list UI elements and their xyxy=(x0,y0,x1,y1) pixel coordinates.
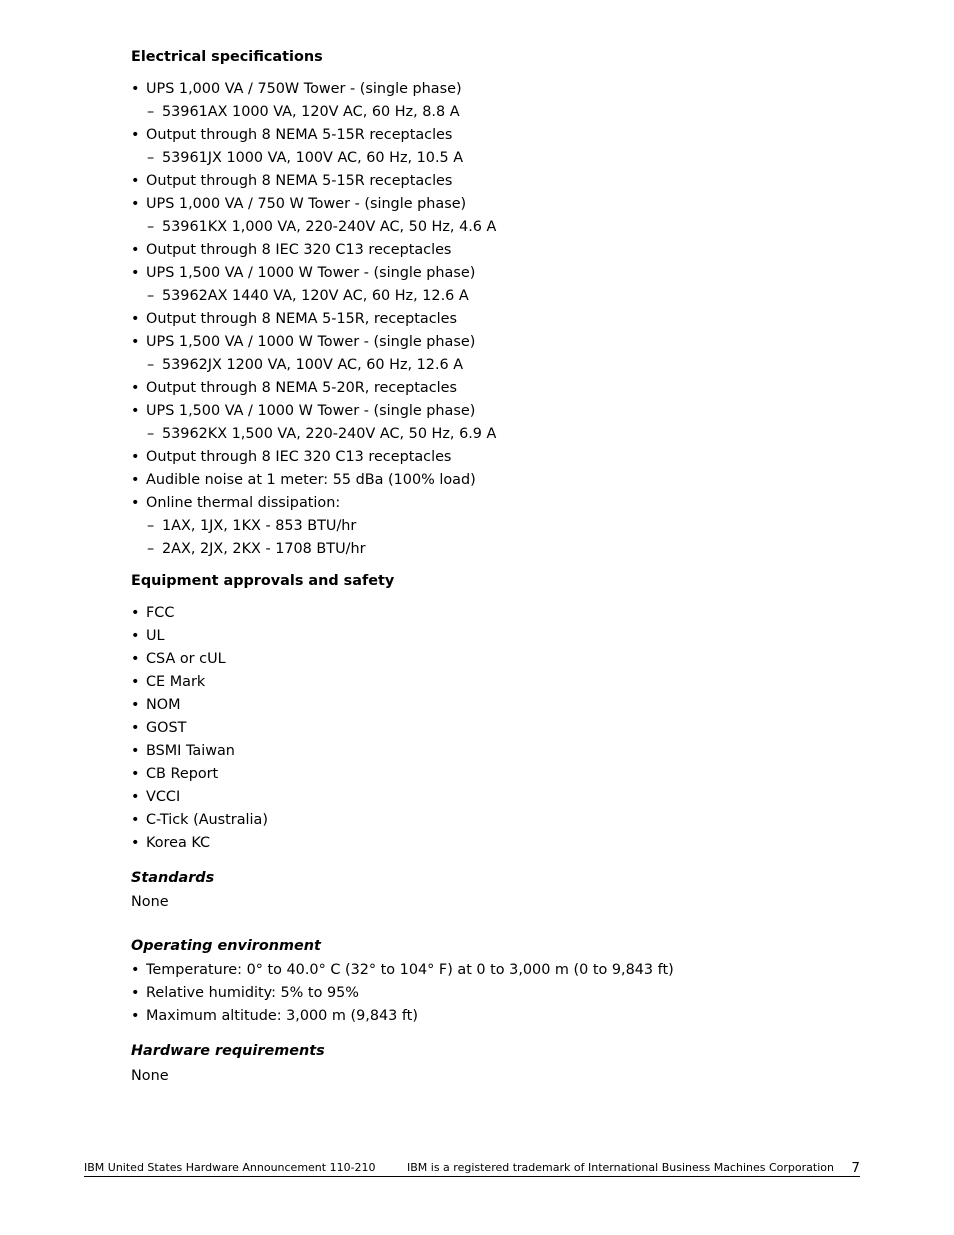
list-item: • UPS 1,000 VA / 750W Tower - (single phase) xyxy=(131,79,891,99)
electrical-heading: Electrical specifications xyxy=(131,49,323,65)
list-item: • UPS 1,500 VA / 1000 W Tower - (single phase) xyxy=(131,332,891,352)
list-item: • UPS 1,500 VA / 1000 W Tower - (single phase) xyxy=(131,263,891,283)
footer-announcement: IBM United States Hardware Announcement 110-210 xyxy=(84,1161,376,1174)
list-item: • CSA or cUL xyxy=(131,649,891,669)
list-item: • BSMI Taiwan xyxy=(131,741,891,761)
list-item: • UL xyxy=(131,626,891,646)
document-body xyxy=(131,47,891,1086)
page-footer xyxy=(84,1160,860,1177)
list-item: • GOST xyxy=(131,718,891,738)
list-item: • CB Report xyxy=(131,764,891,784)
list-item: • Output through 8 IEC 320 C13 receptacles xyxy=(131,240,891,260)
list-item: – 53962KX 1,500 VA, 220-240V AC, 50 Hz, 6.9 A xyxy=(131,424,891,444)
list-item: – 53961JX 1000 VA, 100V AC, 60 Hz, 10.5 A xyxy=(131,148,891,168)
approvals-list xyxy=(131,603,891,853)
list-item: • UPS 1,000 VA / 750 W Tower - (single phase) xyxy=(131,194,891,214)
list-item: – 2AX, 2JX, 2KX - 1708 BTU/hr xyxy=(131,539,891,559)
operating-list xyxy=(131,960,891,1026)
list-item: • Output through 8 NEMA 5-15R receptacles xyxy=(131,171,891,191)
page-number: 7 xyxy=(851,1160,860,1176)
list-item: – 1AX, 1JX, 1KX - 853 BTU/hr xyxy=(131,516,891,536)
list-item: – 53961KX 1,000 VA, 220-240V AC, 50 Hz, 4.6 A xyxy=(131,217,891,237)
approvals-heading: Equipment approvals and safety xyxy=(131,573,395,589)
list-item: • Output through 8 NEMA 5-15R receptacles xyxy=(131,125,891,145)
list-item: • Korea KC xyxy=(131,833,891,853)
list-item: • Audible noise at 1 meter: 55 dBa (100% load) xyxy=(131,470,891,490)
list-item: • FCC xyxy=(131,603,891,623)
list-item: • Maximum altitude: 3,000 m (9,843 ft) xyxy=(131,1006,891,1026)
list-item: • UPS 1,500 VA / 1000 W Tower - (single phase) xyxy=(131,401,891,421)
standards-heading: Standards xyxy=(131,870,215,886)
list-item: • VCCI xyxy=(131,787,891,807)
list-item: – 53962JX 1200 VA, 100V AC, 60 Hz, 12.6 A xyxy=(131,355,891,375)
list-item: • NOM xyxy=(131,695,891,715)
list-item: • Output through 8 NEMA 5-20R, receptacles xyxy=(131,378,891,398)
footer-trademark: IBM is a registered trademark of International Business Machines Corporation xyxy=(407,1161,834,1174)
operating-heading: Operating environment xyxy=(131,938,321,954)
list-item: • Output through 8 NEMA 5-15R, receptacles xyxy=(131,309,891,329)
list-item: • Output through 8 IEC 320 C13 receptacles xyxy=(131,447,891,467)
standards-text: None xyxy=(131,894,169,910)
hardware-heading: Hardware requirements xyxy=(131,1043,325,1059)
list-item: • Online thermal dissipation: xyxy=(131,493,891,513)
list-item: • Relative humidity: 5% to 95% xyxy=(131,983,891,1003)
list-item: • C-Tick (Australia) xyxy=(131,810,891,830)
list-item: – 53961AX 1000 VA, 120V AC, 60 Hz, 8.8 A xyxy=(131,102,891,122)
electrical-list xyxy=(131,79,891,559)
list-item: • CE Mark xyxy=(131,672,891,692)
list-item: – 53962AX 1440 VA, 120V AC, 60 Hz, 12.6 A xyxy=(131,286,891,306)
list-item: • Temperature: 0° to 40.0° C (32° to 104° F) at 0 to 3,000 m (0 to 9,843 ft) xyxy=(131,960,891,980)
hardware-text: None xyxy=(131,1068,169,1084)
